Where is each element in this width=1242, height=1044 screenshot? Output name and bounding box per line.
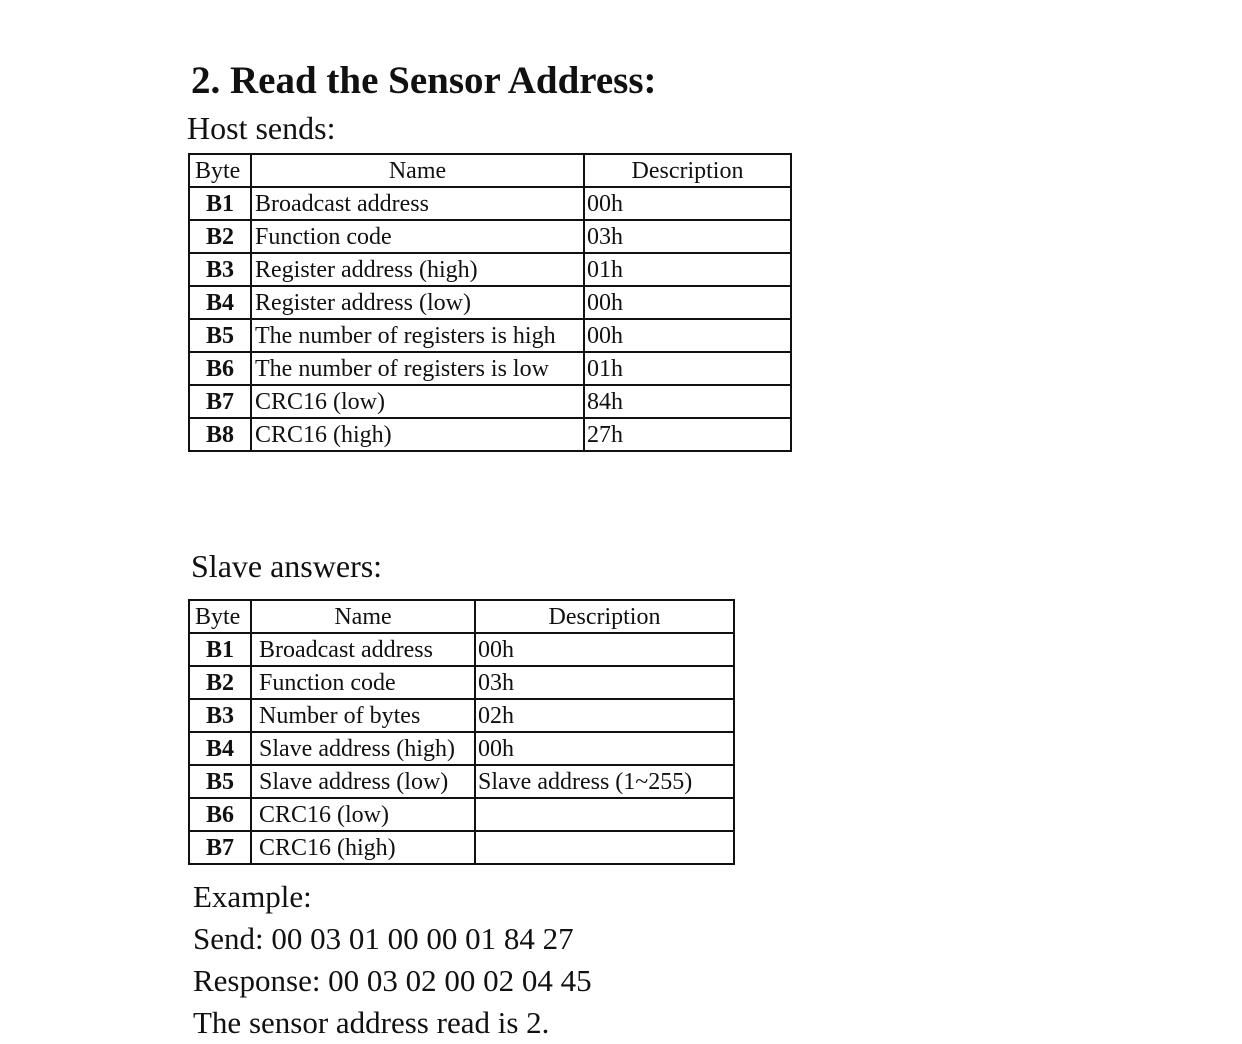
name-cell: Slave address (low) xyxy=(251,765,475,798)
table-header-row xyxy=(189,600,734,633)
table-row xyxy=(189,831,734,864)
byte-cell: B5 xyxy=(189,319,251,352)
example-result-line: The sensor address read is 2. xyxy=(193,1005,550,1040)
name-cell: Broadcast address xyxy=(251,187,584,220)
description-cell: 00h xyxy=(475,732,734,765)
table-row xyxy=(189,699,734,732)
byte-cell: B5 xyxy=(189,765,251,798)
name-cell: CRC16 (low) xyxy=(251,798,475,831)
description-cell: 00h xyxy=(584,286,791,319)
name-cell: Slave address (high) xyxy=(251,732,475,765)
description-cell: 01h xyxy=(584,352,791,385)
description-cell: 03h xyxy=(475,666,734,699)
name-cell: Register address (low) xyxy=(251,286,584,319)
table-row xyxy=(189,633,734,666)
byte-cell: B7 xyxy=(189,831,251,864)
column-header-description: Description xyxy=(475,600,734,633)
description-cell: 01h xyxy=(584,253,791,286)
name-cell: Broadcast address xyxy=(251,633,475,666)
column-header-byte: Byte xyxy=(189,154,251,187)
byte-cell: B4 xyxy=(189,732,251,765)
description-cell: 03h xyxy=(584,220,791,253)
description-cell: 00h xyxy=(584,187,791,220)
table-row xyxy=(189,732,734,765)
byte-cell: B3 xyxy=(189,699,251,732)
table-row xyxy=(189,352,791,385)
description-cell: 00h xyxy=(475,633,734,666)
table-row xyxy=(189,220,791,253)
column-header-description: Description xyxy=(584,154,791,187)
table-row xyxy=(189,418,791,451)
name-cell: CRC16 (high) xyxy=(251,418,584,451)
table-row xyxy=(189,666,734,699)
name-cell: CRC16 (high) xyxy=(251,831,475,864)
name-cell: The number of registers is high xyxy=(251,319,584,352)
table-row xyxy=(189,253,791,286)
section-heading: 2. Read the Sensor Address: xyxy=(191,59,657,102)
column-header-name: Name xyxy=(251,600,475,633)
byte-cell: B1 xyxy=(189,187,251,220)
description-cell: 00h xyxy=(584,319,791,352)
table-header-row xyxy=(189,154,791,187)
column-header-name: Name xyxy=(251,154,584,187)
name-cell: Function code xyxy=(251,666,475,699)
example-response-line: Response: 00 03 02 00 02 04 45 xyxy=(193,963,592,998)
name-cell: Function code xyxy=(251,220,584,253)
name-cell: Number of bytes xyxy=(251,699,475,732)
table-row xyxy=(189,319,791,352)
byte-cell: B6 xyxy=(189,352,251,385)
name-cell: CRC16 (low) xyxy=(251,385,584,418)
column-header-byte: Byte xyxy=(189,600,251,633)
name-cell: Register address (high) xyxy=(251,253,584,286)
description-cell: 84h xyxy=(584,385,791,418)
slave-answers-label: Slave answers: xyxy=(191,548,383,584)
byte-cell: B6 xyxy=(189,798,251,831)
byte-cell: B7 xyxy=(189,385,251,418)
table-row xyxy=(189,798,734,831)
byte-cell: B2 xyxy=(189,220,251,253)
example-title: Example: xyxy=(193,879,312,914)
description-cell xyxy=(475,798,734,831)
byte-cell: B3 xyxy=(189,253,251,286)
description-cell xyxy=(475,831,734,864)
host-sends-table xyxy=(188,153,792,452)
host-sends-label: Host sends: xyxy=(187,110,336,146)
slave-answers-table xyxy=(188,599,735,865)
byte-cell: B2 xyxy=(189,666,251,699)
name-cell: The number of registers is low xyxy=(251,352,584,385)
description-cell: Slave address (1~255) xyxy=(475,765,734,798)
table-row xyxy=(189,765,734,798)
table-row xyxy=(189,187,791,220)
table-row xyxy=(189,286,791,319)
description-cell: 27h xyxy=(584,418,791,451)
example-block xyxy=(193,876,592,1044)
byte-cell: B4 xyxy=(189,286,251,319)
table-row xyxy=(189,385,791,418)
byte-cell: B8 xyxy=(189,418,251,451)
byte-cell: B1 xyxy=(189,633,251,666)
example-send-line: Send: 00 03 01 00 00 01 84 27 xyxy=(193,921,574,956)
description-cell: 02h xyxy=(475,699,734,732)
